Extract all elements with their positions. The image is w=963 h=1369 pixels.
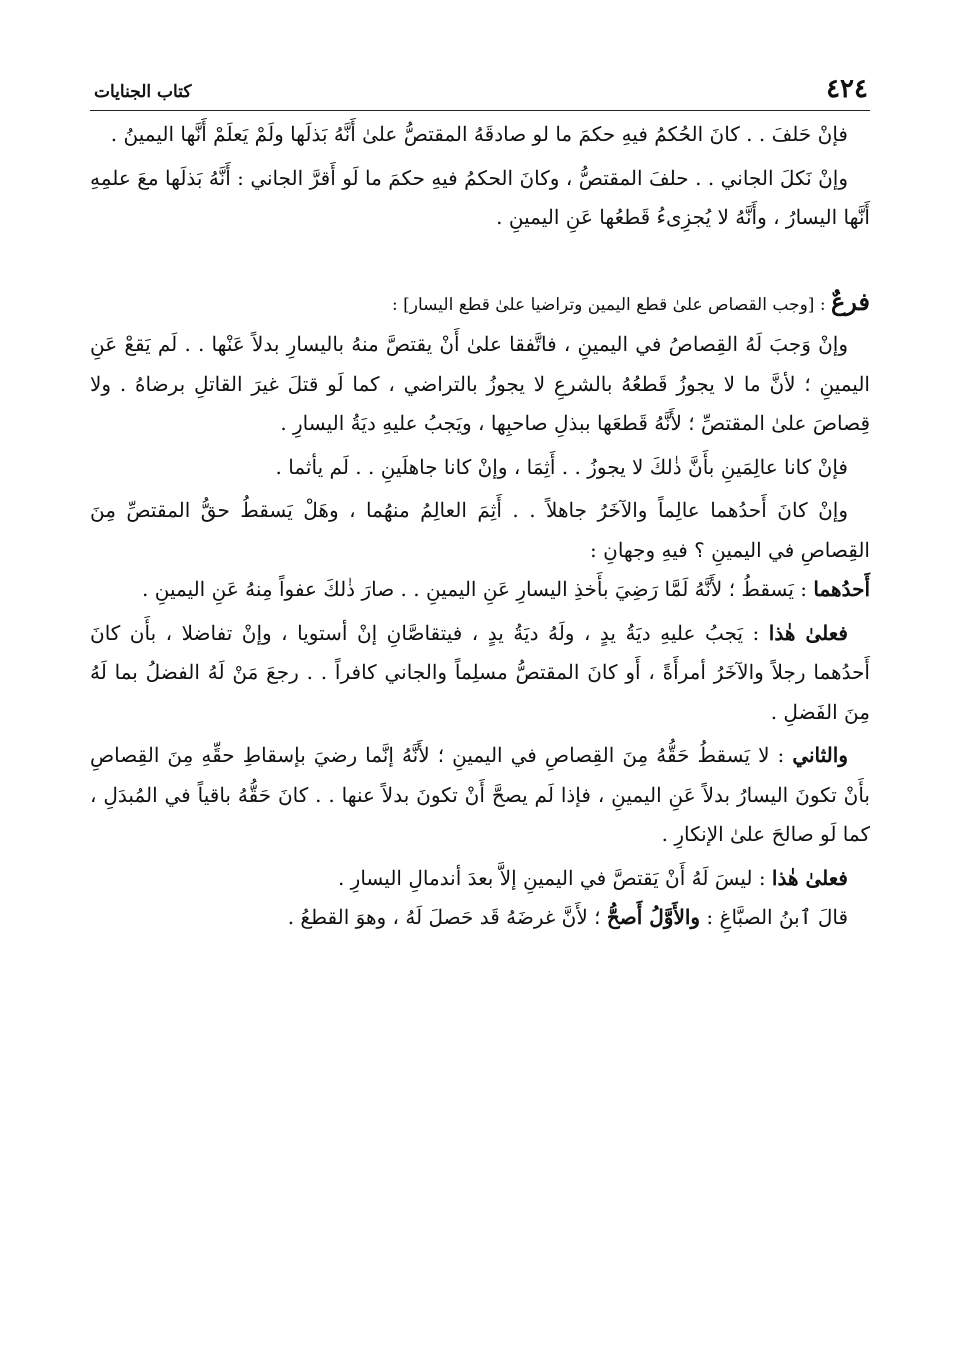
paragraph-8-text: : لا يَسقطُ حَقُّهُ مِنَ القِصاصِ في اليمينِ ؛ لأَنَّهُ إنَّما رضيَ بإسقاطِ حقِّهِ مِنَ القِصاصِ بأَنْ تكونَ اليسارُ بدلاً عَنِ اليمينِ ، فإذا لَم يصحَّ أَنْ تكونَ بدلاً عنها . . كانَ حَقُّهُ باقياً في المُبدَلِ ، كما لَو صالحَ علىٰ الإنكارِ . [90, 743, 870, 846]
page-header [90, 72, 870, 111]
paragraph-5: وإنْ كانَ أَحدُهما عالِماً والآخَرُ جاهلاً . . أَثِمَ العالِمُ منهُما ، وهَلْ يَسقطُ حقُّ المقتصِّ مِنَ القِصاصِ في اليمينِ ؟ فيهِ وجهانِ : [90, 498, 870, 562]
running-title: كتاب الجنايات [94, 82, 192, 102]
paragraph-9 [90, 859, 870, 899]
heading-term: فرعٌ [830, 286, 870, 316]
paragraph-10-pre: قالَ ٱبنُ الصبَّاغِ : [700, 905, 848, 929]
paragraph-9-lead: فعلىٰ هٰذا [771, 865, 848, 890]
heading-title: : [وجب القصاص علىٰ قطع اليمين وتراضيا علىٰ قطع اليسار] : [391, 294, 831, 315]
paragraph-4: فإنْ كانا عالِمَينِ بأَنَّ ذٰلكَ لا يجوزُ . . أَثِمَا ، وإنْ كانا جاهلَينِ . . لَم يأثما . [275, 454, 848, 479]
paragraph-6-lead: أَحدُهما [813, 577, 870, 601]
page-number: ٤٢٤ [826, 74, 868, 104]
paragraph-8 [90, 736, 870, 855]
paragraph-10-post: ؛ لأَنَّ غرضَهُ قَد حَصلَ لَهُ ، وهوَ القطعُ . [287, 905, 607, 929]
paragraph-6 [90, 570, 870, 610]
book-page [90, 72, 870, 938]
section-heading [90, 282, 870, 326]
paragraph-7-lead: فعلىٰ هٰذا [768, 620, 848, 645]
paragraph-7-text: : يَجبُ عليهِ ديَةُ يدٍ ، ولَهُ ديَةُ يدٍ ، فيتقاصَّانِ إنْ أستويا ، وإنْ تفاضلا ، بأَن كانَ أَحدُهما رجلاً والآخَرُ أمرأَةً ، أَو كانَ المقتصُّ مسلِماً والجاني كافراً . . رجعَ مَنْ لَهُ الفضلُ بما لَهُ مِنَ الفَضلِ . [90, 620, 870, 724]
paragraph-3: وإنْ وَجبَ لَهُ القِصاصُ في اليمينِ ، فاتَّفقا علىٰ أَنْ يقتصَّ منهُ باليسارِ بدلاً عَنْها . . لَم يَقعْ عَنِ اليمينِ ؛ لأنَّ ما لا يجوزُ قَطعُهُ بالشرعِ لا يجوزُ بالتراضي ، كما لَو قتلَ غيرَ القاتلِ برضاهُ . ولا قِصاصَ علىٰ المقتصِّ ؛ لأَنَّهُ قَطعَها ببذلِ صاحبِها ، ويَجبُ عليهِ ديَةُ اليسارِ . [90, 332, 870, 435]
paragraph-8-lead: والثاني [792, 743, 848, 767]
paragraph-7 [90, 614, 870, 733]
paragraph-2: وإنْ نَكلَ الجاني . . حلفَ المقتصُّ ، وكانَ الحكمُ فيهِ حكمَ ما لَو أَقرَّ الجاني : أَنَّهُ بَذلَها معَ علمِهِ أَنَّها اليسارُ ، وأَنَّهُ لا يُجزِىءُ قَطعُها عَنِ اليمينِ . [90, 165, 870, 229]
paragraph-1: فإنْ حَلفَ . . كانَ الحُكمُ فيهِ حكمَ ما لو صادقَهُ المقتصُّ علىٰ أَنَّهُ بَذلَها ولَمْ يَعلَمْ أَنَّها اليمينُ . [110, 122, 848, 146]
page-body [90, 111, 870, 938]
paragraph-10-emphasis: والأَوَّلُ أَصحُّ [606, 905, 701, 929]
paragraph-10 [90, 898, 870, 938]
paragraph-9-text: : ليسَ لَهُ أَنْ يَقتصَّ في اليمينِ إلاَّ بعدَ أندمالِ اليسارِ . [337, 865, 772, 890]
paragraph-6-text: : يَسقطُ ؛ لأَنَّهُ لَمَّا رَضِيَ بأَخذِ اليسارِ عَنِ اليمينِ . . صارَ ذٰلكَ عفواً مِنهُ عَنِ اليمينِ . [142, 577, 814, 601]
